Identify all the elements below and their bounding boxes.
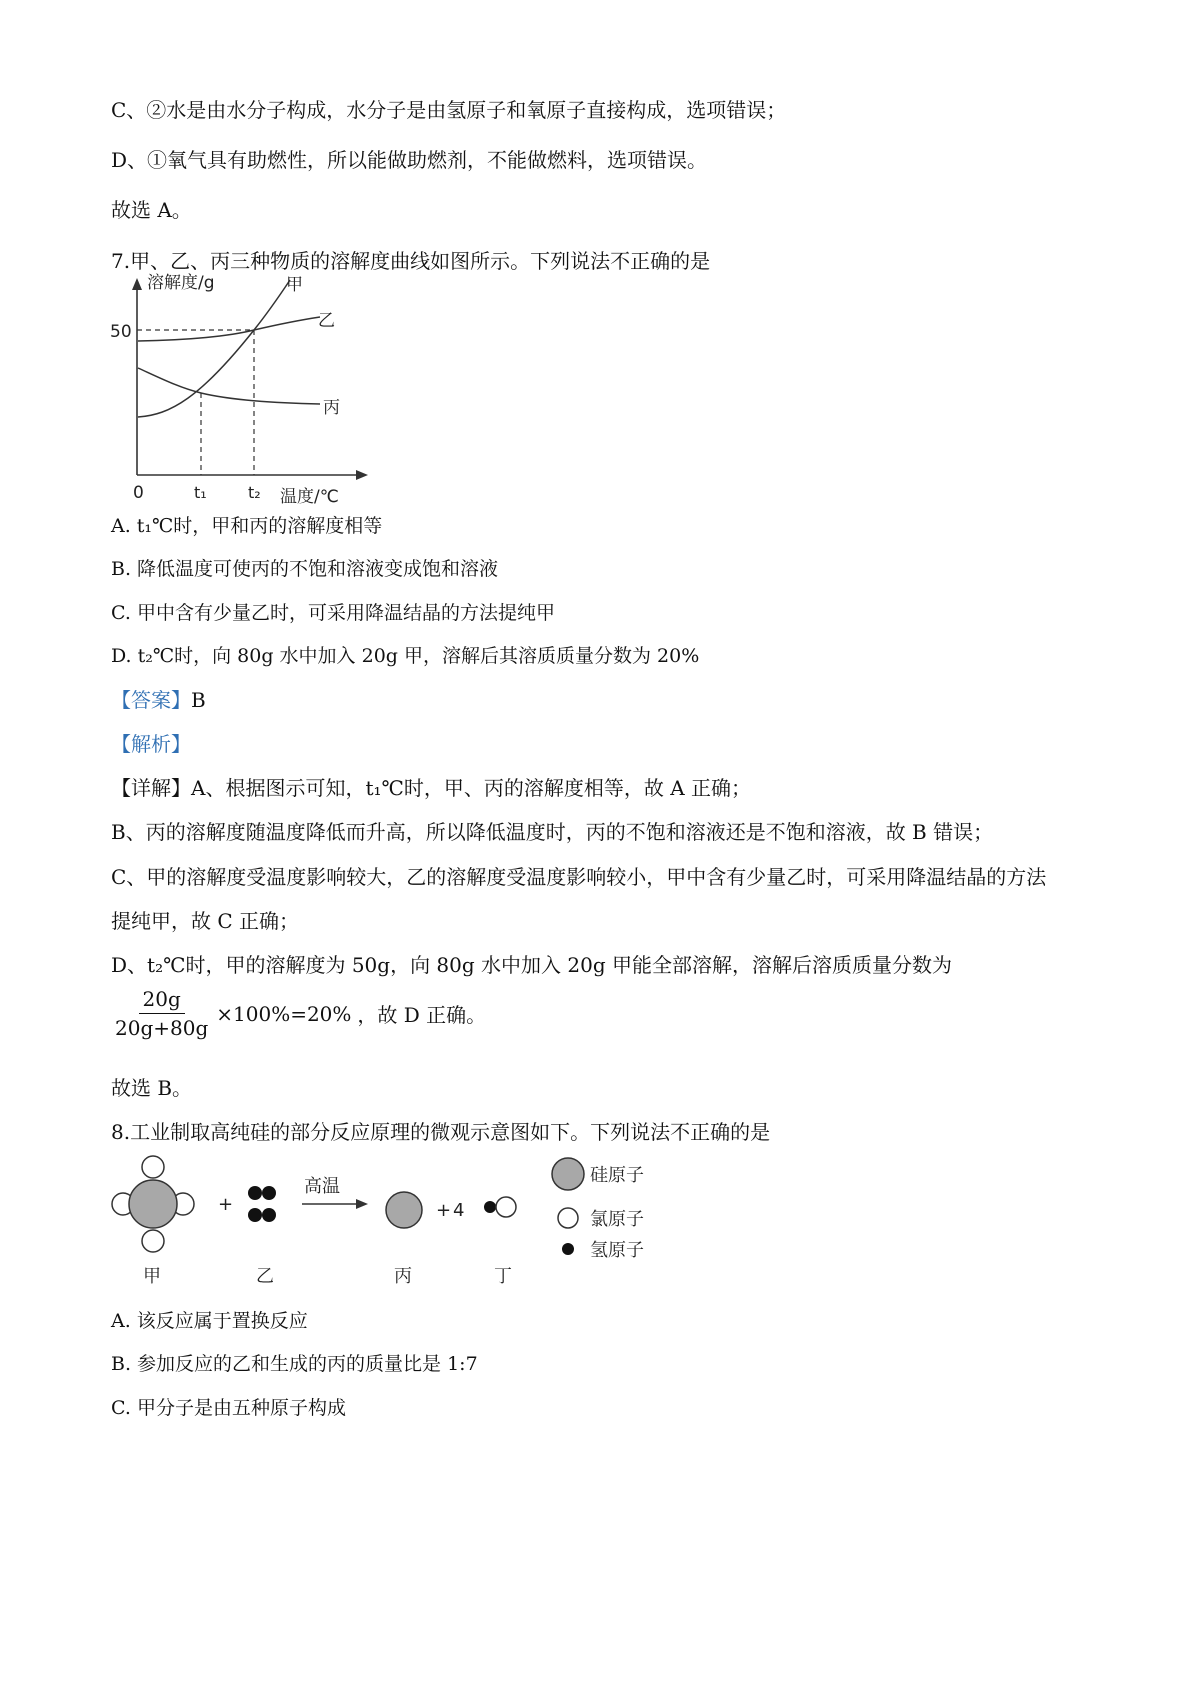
y-axis-label: 溶解度/g xyxy=(147,273,215,293)
q8-option-a: A. 该反应属于置换反应 xyxy=(111,1310,308,1332)
jia-atom-bottom xyxy=(142,1230,164,1252)
q8-option-c: C. 甲分子是由五种原子构成 xyxy=(111,1397,346,1419)
fraction-tail: ，故 D 正确。 xyxy=(357,1003,487,1027)
legend-h: 氢原子 xyxy=(590,1240,644,1261)
para-c-water: C、②水是由水分子构成，水分子是由氢原子和氧原子直接构成，选项错误； xyxy=(111,98,787,122)
condition-label: 高温 xyxy=(304,1176,340,1197)
reaction-diagram xyxy=(108,1148,688,1298)
detail-c-line1: C、甲的溶解度受温度影响较大，乙的溶解度受温度影响较小，甲中含有少量乙时，可采用降温结晶的方法 xyxy=(111,865,1047,889)
curve-label-bing: 丙 xyxy=(323,398,340,418)
label-bing: 丙 xyxy=(394,1266,412,1287)
coefficient: 4 xyxy=(453,1200,465,1221)
para-choose-a: 故选 A。 xyxy=(111,198,192,222)
ding-cl-atom xyxy=(496,1197,516,1217)
curve-label-yi: 乙 xyxy=(318,311,335,331)
plus-2: + xyxy=(436,1200,452,1221)
legend-h-icon xyxy=(562,1243,574,1255)
jia-atom-top xyxy=(142,1156,164,1178)
question-8: 8.工业制取高纯硅的部分反应原理的微观示意图如下。下列说法不正确的是 xyxy=(111,1120,771,1144)
q8-option-b: B. 参加反应的乙和生成的丙的质量比是 1:7 xyxy=(111,1353,478,1375)
yi-h-3 xyxy=(248,1208,262,1222)
q7-option-b: B. 降低温度可使丙的不饱和溶液变成饱和溶液 xyxy=(111,558,499,580)
legend-cl: 氯原子 xyxy=(590,1209,644,1230)
jia-si-atom xyxy=(129,1180,177,1228)
answer-label: 【答案】 xyxy=(111,688,191,712)
fraction-denominator: 20g+80g xyxy=(115,1016,209,1040)
label-ding: 丁 xyxy=(494,1266,512,1287)
fraction-rest: ×100%=20% xyxy=(216,1001,352,1026)
curve-yi xyxy=(138,317,320,341)
reaction-arrowhead xyxy=(356,1199,368,1209)
answer-line xyxy=(111,686,206,714)
legend-si-icon xyxy=(552,1158,584,1190)
ding-h-atom xyxy=(484,1201,496,1213)
q7-option-d: D. t₂℃时，向 80g 水中加入 20g 甲，溶解后其溶质质量分数为 20% xyxy=(111,645,700,667)
y-axis-arrow xyxy=(132,278,142,290)
x-axis-arrow xyxy=(356,470,368,480)
fraction xyxy=(111,985,212,1042)
yi-h-4 xyxy=(262,1208,276,1222)
x-tick-t2: t₂ xyxy=(248,483,261,502)
label-jia: 甲 xyxy=(143,1266,161,1287)
detail-d: D、t₂℃时，甲的溶解度为 50g，向 80g 水中加入 20g 甲能全部溶解，溶解后溶质质量分数为 xyxy=(111,953,953,977)
q7-option-c: C. 甲中含有少量乙时，可采用降温结晶的方法提纯甲 xyxy=(111,602,555,624)
fraction-formula xyxy=(111,985,486,1042)
para-choose-b: 故选 B。 xyxy=(111,1076,193,1100)
para-d-oxygen: D、①氧气具有助燃性，所以能做助燃剂，不能做燃料，选项错误。 xyxy=(111,148,708,172)
curve-label-jia: 甲 xyxy=(286,275,303,295)
fraction-numerator: 20g xyxy=(139,985,185,1014)
legend-si: 硅原子 xyxy=(590,1165,644,1186)
label-yi: 乙 xyxy=(256,1266,274,1287)
x-axis-label: 温度/℃ xyxy=(280,487,339,507)
detail-b: B、丙的溶解度随温度降低而升高，所以降低温度时，丙的不饱和溶液还是不饱和溶液，故 B 错误； xyxy=(111,820,994,844)
q7-option-a: A. t₁℃时，甲和丙的溶解度相等 xyxy=(111,515,383,537)
yi-h-2 xyxy=(262,1186,276,1200)
yi-h-1 xyxy=(248,1186,262,1200)
answer-value: B xyxy=(191,688,206,712)
solubility-chart xyxy=(110,270,380,507)
origin-label: 0 xyxy=(133,483,144,503)
curve-bing xyxy=(138,368,320,404)
legend-cl-icon xyxy=(558,1208,578,1228)
question-7: 7.甲、乙、丙三种物质的溶解度曲线如图所示。下列说法不正确的是 xyxy=(111,249,711,273)
bing-si-atom xyxy=(386,1192,422,1228)
detail-a: 【详解】A、根据图示可知，t₁℃时，甲、丙的溶解度相等，故 A 正确； xyxy=(111,776,752,800)
x-tick-t1: t₁ xyxy=(194,483,207,502)
detail-c-line2: 提纯甲，故 C 正确； xyxy=(111,909,300,933)
y-tick-50: 50 xyxy=(110,322,132,342)
analysis-label: 【解析】 xyxy=(111,732,191,756)
plus-1: + xyxy=(218,1194,234,1215)
